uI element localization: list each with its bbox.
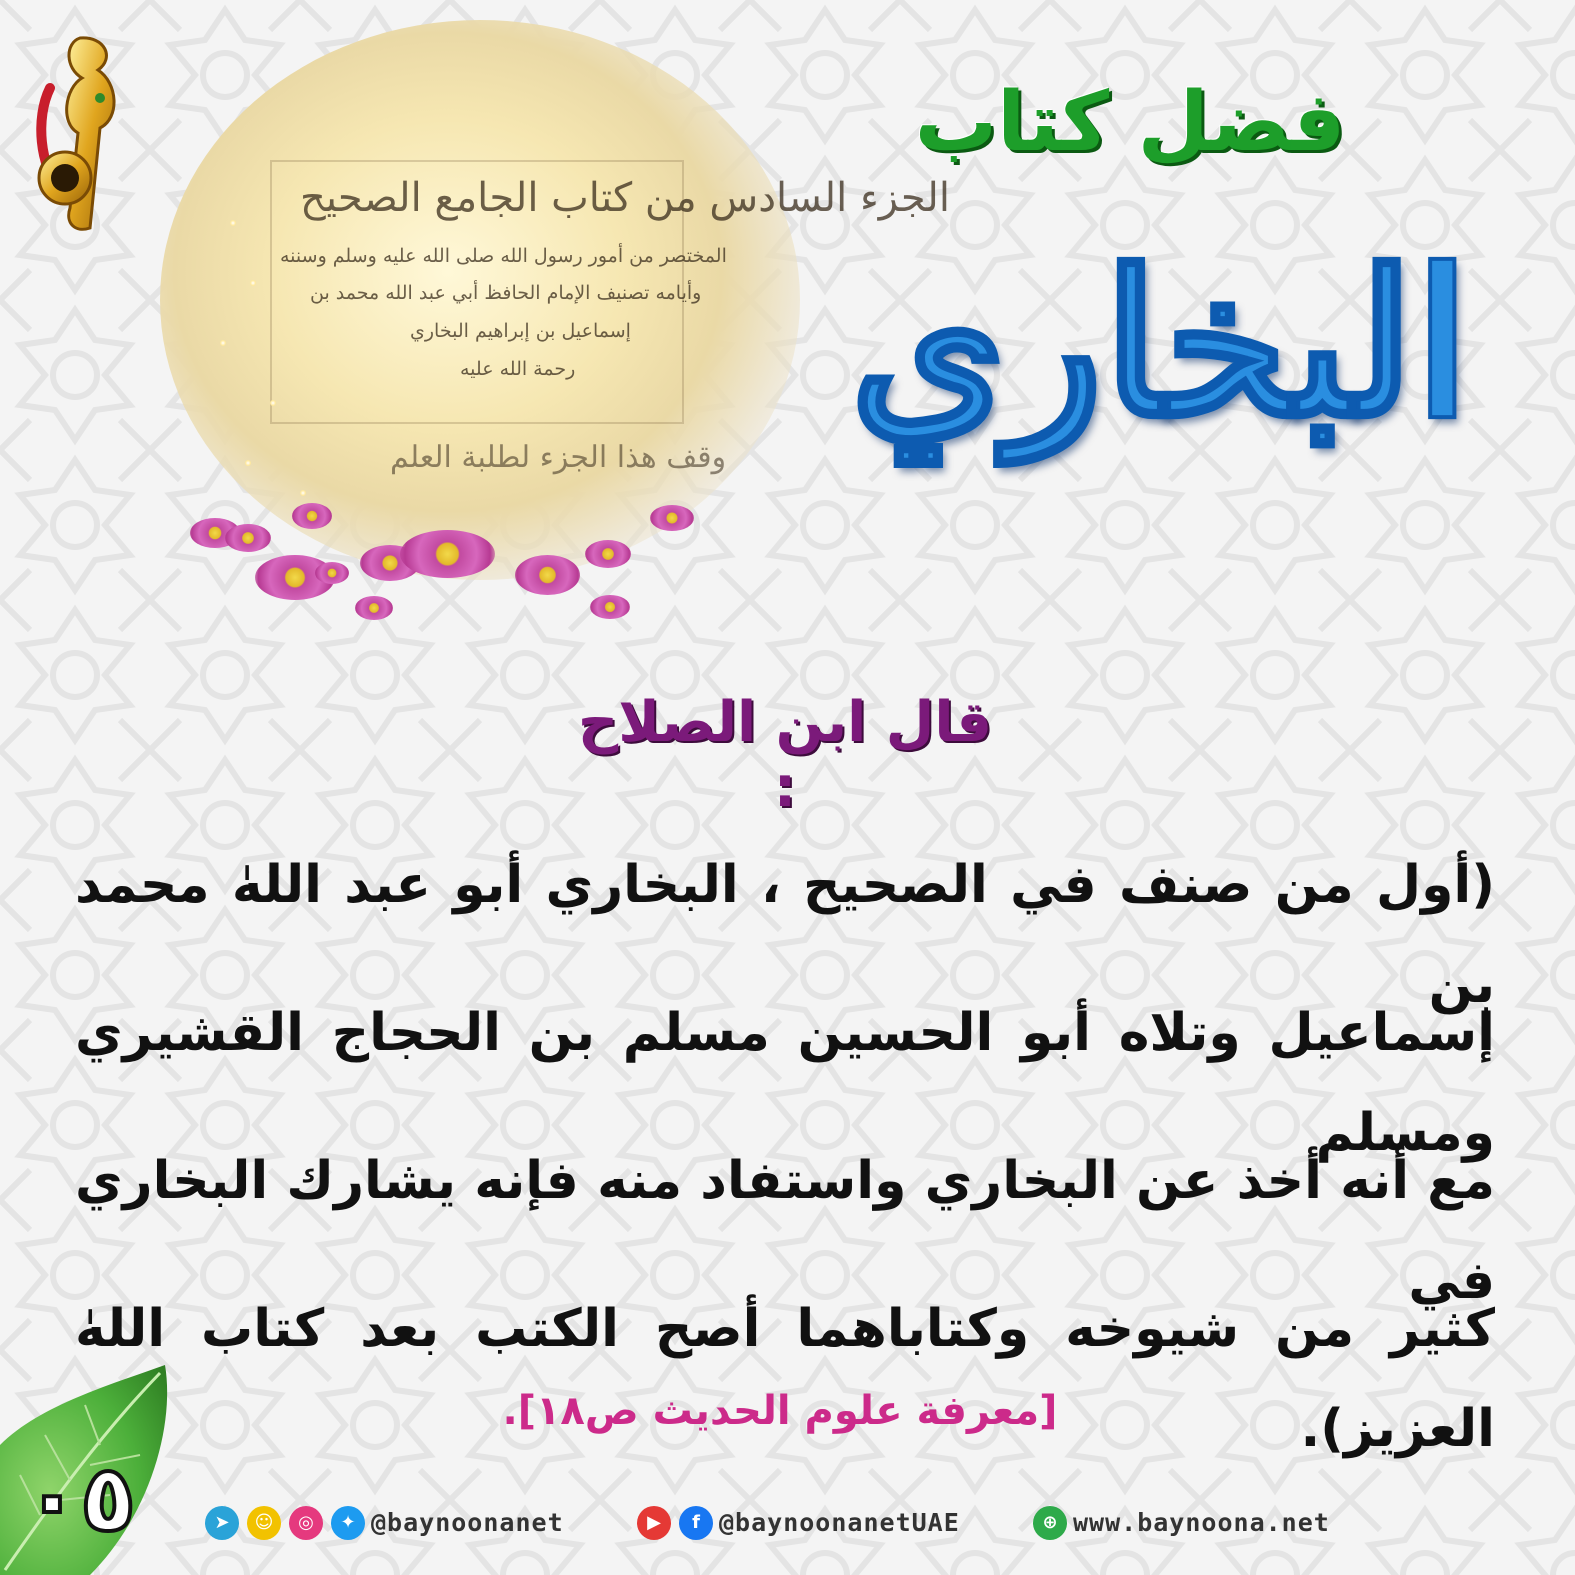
facebook-icon[interactable]: f	[679, 1506, 713, 1540]
flower	[315, 562, 349, 584]
manuscript-line: الجزء السادس من كتاب الجامع الصحيح	[300, 175, 950, 221]
quote-line: مع أنه أخذ عن البخاري واستفاد منه فإنه يشارك البخاري في	[75, 1151, 1495, 1311]
source-citation: [معرفة علوم الحديث ص١٨].	[502, 1388, 1058, 1434]
flower	[650, 505, 694, 531]
flower	[400, 530, 495, 578]
flower	[355, 596, 393, 620]
sparkle	[220, 340, 226, 346]
handle-baynoonanet[interactable]: @baynoonanet	[371, 1508, 564, 1537]
quote-line: (أول من صنف في الصحيح ، البخاري أبو عبد اللهٰ محمد بن	[75, 855, 1495, 1015]
manuscript-line: إسماعيل بن إبراهيم البخاري	[410, 320, 631, 342]
flower	[590, 595, 630, 619]
telegram-icon[interactable]: ➤	[205, 1506, 239, 1540]
manuscript-image	[160, 20, 950, 580]
youtube-icon[interactable]: ▶	[637, 1506, 671, 1540]
twitter-icon[interactable]: ✦	[331, 1506, 365, 1540]
globe-icon[interactable]: ⊕	[1033, 1506, 1067, 1540]
flower	[225, 524, 271, 552]
title-main: البخاري	[849, 227, 1471, 462]
flower	[515, 555, 580, 595]
manuscript-line: وأيامه تصنيف الإمام الحافظ أبي عبد الله محمد بن	[310, 282, 702, 304]
flower	[585, 540, 631, 568]
sparkle	[250, 280, 256, 286]
sparkle	[300, 490, 306, 496]
snapchat-icon[interactable]: ☺	[247, 1506, 281, 1540]
instagram-icon[interactable]: ◎	[289, 1506, 323, 1540]
website-link[interactable]: www.baynoona.net	[1073, 1508, 1330, 1537]
footer-social-bar	[205, 1500, 1365, 1550]
title-top: فضل كتاب	[914, 75, 1346, 170]
sparkle	[230, 220, 236, 226]
manuscript-line: المختصر من أمور رسول الله صلى الله عليه وسلم وسننه	[280, 245, 727, 267]
handle-baynoonanetuae[interactable]: @baynoonanetUAE	[719, 1508, 960, 1537]
baynoona-logo	[20, 28, 150, 238]
flower	[292, 503, 332, 529]
manuscript-line: وقف هذا الجزء لطلبة العلم	[390, 440, 727, 475]
speaker-heading: قال ابن الصلاح :	[577, 690, 993, 820]
quote-block	[75, 835, 1495, 1459]
manuscript-line: رحمة الله عليه	[460, 358, 576, 380]
quote-line: كثير من شيوخه وكتاباهما أصح الكتب بعد كتاب اللهٰ العزيز).	[75, 1299, 1495, 1459]
page-number: ٠٥	[23, 1445, 137, 1552]
sparkle	[270, 400, 276, 406]
quote-line: إسماعيل وتلاه أبو الحسين مسلم بن الحجاج القشيري ومسلم	[75, 1003, 1495, 1163]
sparkle	[245, 460, 251, 466]
